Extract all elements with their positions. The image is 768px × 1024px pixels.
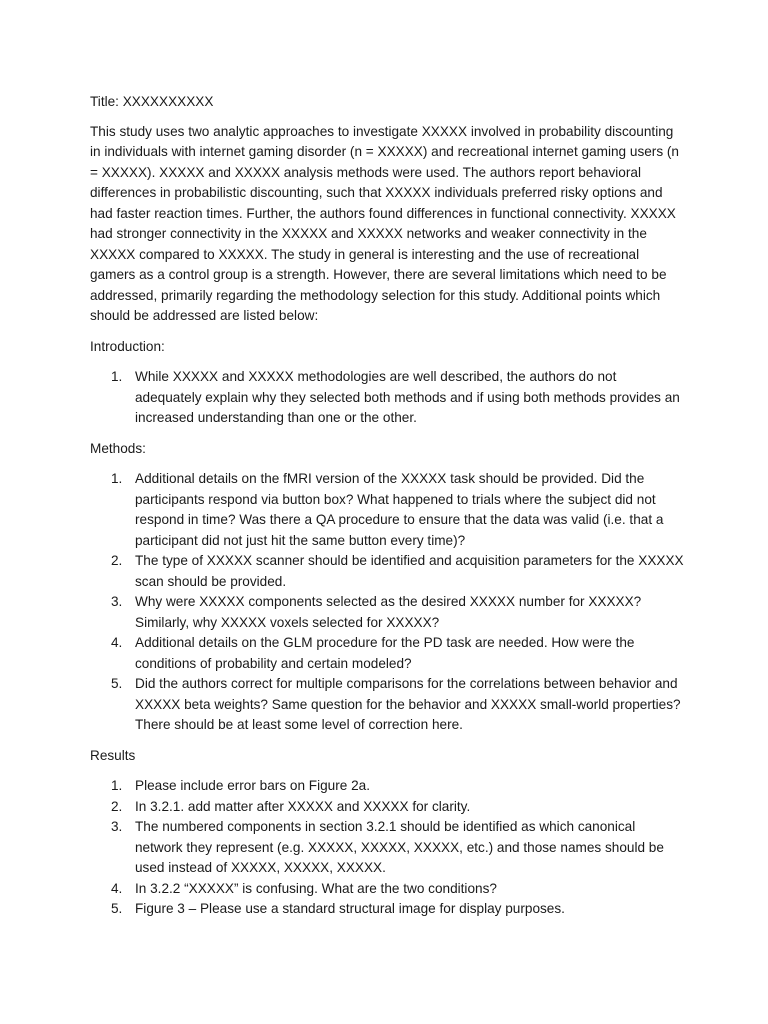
list-item-text: In 3.2.2 “XXXXX” is confusing. What are the two conditions? xyxy=(135,880,497,896)
list-item-text: While XXXXX and XXXXX methodologies are well described, the authors do not adequately explain why they selected both methods and if using both methods provides an increased understanding than one or the other. xyxy=(135,369,680,425)
list-item xyxy=(90,674,685,736)
list-item xyxy=(90,817,685,879)
numbered-list xyxy=(90,367,685,429)
list-item-number: 4. xyxy=(111,635,123,650)
list-item xyxy=(90,551,685,592)
list-item xyxy=(90,367,685,429)
list-item-number: 5. xyxy=(111,901,123,916)
list-item-text: Please include error bars on Figure 2a. xyxy=(135,778,370,793)
list-item-number: 5. xyxy=(111,676,123,691)
section-heading: Methods: xyxy=(90,440,146,456)
list-item-number: 3. xyxy=(111,594,123,609)
list-item xyxy=(90,776,685,797)
list-item xyxy=(90,633,685,674)
list-item-number: 4. xyxy=(111,880,123,896)
numbered-list xyxy=(90,469,685,736)
list-item-text: Additional details on the GLM procedure for the PD task are needed. How were the conditions of probability and certain modeled? xyxy=(135,635,635,671)
list-item xyxy=(90,899,685,920)
section-results xyxy=(90,746,685,920)
list-item xyxy=(90,469,685,551)
numbered-list xyxy=(90,776,685,920)
section-heading: Introduction: xyxy=(90,338,165,354)
document-title: Title: XXXXXXXXXX xyxy=(90,94,214,109)
section-heading: Results xyxy=(90,747,136,763)
list-item xyxy=(90,879,685,900)
list-item-text: The numbered components in section 3.2.1 should be identified as which canonical network they represent (e.g. XXXXX, XXXXX, XXXXX, etc.) and those names should be used instead of XXXXX, XXXXX, XXXXX. xyxy=(135,819,664,875)
list-item-text: In 3.2.1. add matter after XXXXX and XXXXX for clarity. xyxy=(135,798,471,814)
list-item-number: 1. xyxy=(111,778,123,793)
list-item-number: 2. xyxy=(111,553,123,568)
list-item-text: Why were XXXXX components selected as the desired XXXXX number for XXXXX? Similarly, why XXXXX voxels selected for XXXXX? xyxy=(135,594,642,630)
document-page xyxy=(90,92,685,930)
list-item-text: Additional details on the fMRI version of the XXXXX task should be provided. Did the participants respond via button box? What happened to trials where the subject did not respond in time? Was there a QA procedure to ensure that the data was valid (i.e. that a participant did not just hit the same button every time)? xyxy=(135,471,664,548)
list-item-text: The type of XXXXX scanner should be identified and acquisition parameters for the XXXXX scan should be provided. xyxy=(135,553,684,589)
list-item-text: Figure 3 – Please use a standard structural image for display purposes. xyxy=(135,901,565,916)
list-item-number: 1. xyxy=(111,369,123,384)
list-item-text: Did the authors correct for multiple comparisons for the correlations between behavior and XXXXX beta weights? Same question for the behavior and XXXXX small-world properties? There should be at least some level of correction here. xyxy=(135,676,681,732)
list-item-number: 2. xyxy=(111,798,123,814)
section-introduction xyxy=(90,337,685,429)
summary-paragraph: This study uses two analytic approaches to investigate XXXXX involved in probability discounting in individuals with internet gaming disorder (n = XXXXX) and recreational internet gaming users (n = XXXXX). XXXXX and XXXXX analysis methods were used. The authors report behavioral differences in probabilistic discounting, such that XXXXX individuals preferred risky options and had faster reaction times. Further, the authors found differences in functional connectivity. XXXXX had stronger connectivity in the XXXXX and XXXXX networks and weaker connectivity in the XXXXX compared to XXXXX. The study in general is interesting and the use of recreational gamers as a control group is a strength. However, there are several limitations which need to be addressed, primarily regarding the methodology selection for this study. Additional points which should be addressed are listed below: xyxy=(90,123,679,323)
list-item xyxy=(90,592,685,633)
list-item-number: 3. xyxy=(111,819,123,834)
section-methods xyxy=(90,439,685,736)
list-item-number: 1. xyxy=(111,471,123,486)
list-item xyxy=(90,797,685,818)
